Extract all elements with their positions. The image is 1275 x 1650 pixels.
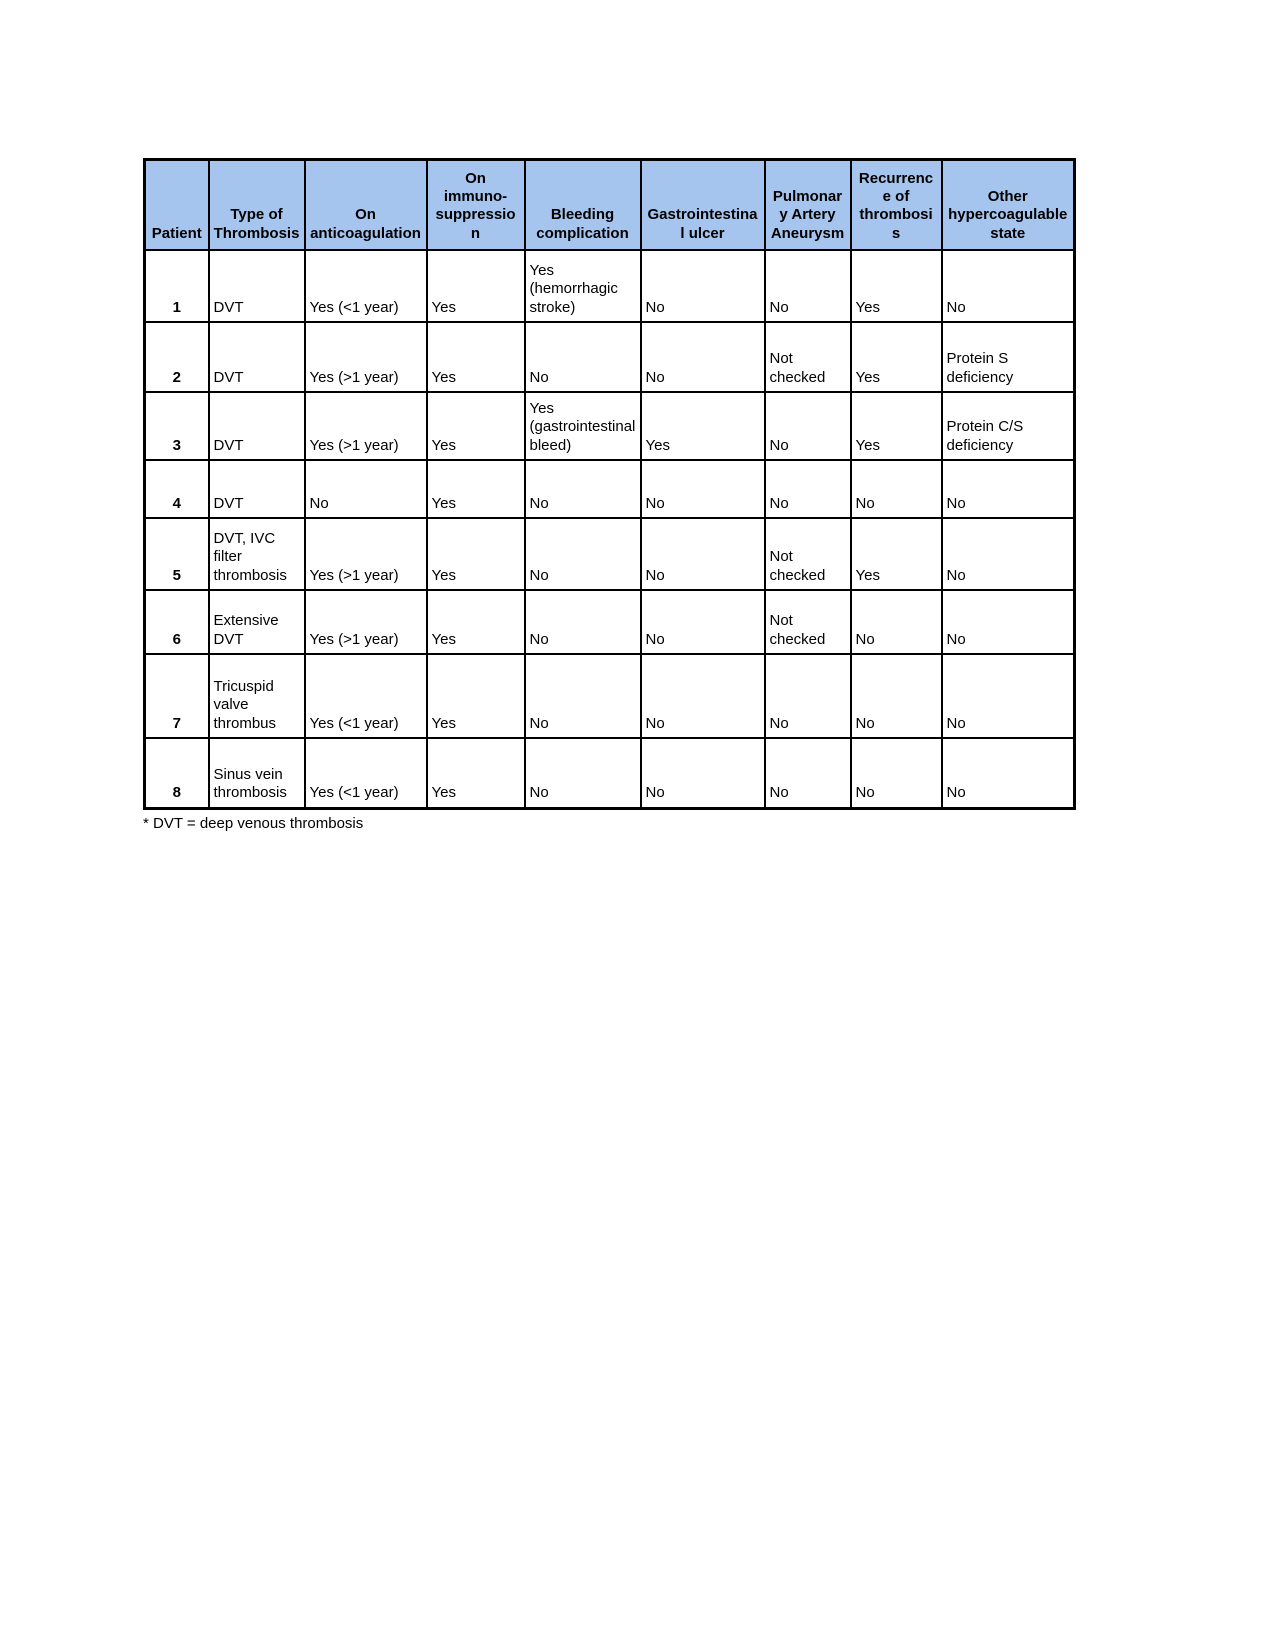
cell-patient: 7 [145, 654, 209, 738]
cell-on-anticoagulation: Yes (>1 year) [305, 518, 427, 590]
cell-bleeding-complication: No [525, 590, 641, 654]
cell-type-of-thrombosis: DVT [209, 460, 305, 518]
column-header-on-immunosuppression: On immuno-suppression [427, 160, 525, 251]
column-header-gastrointestinal-ulcer: Gastrointestinal ulcer [641, 160, 765, 251]
table-footnote: * DVT = deep venous thrombosis [143, 814, 364, 832]
cell-patient: 3 [145, 392, 209, 460]
cell-other-hypercoagulable-state: No [942, 460, 1075, 518]
cell-patient: 4 [145, 460, 209, 518]
patient-characteristics-table [143, 158, 1076, 810]
patient-table-area [143, 158, 1075, 832]
cell-type-of-thrombosis: Sinus vein thrombosis [209, 738, 305, 808]
column-header-type-of-thrombosis: Type of Thrombosis [209, 160, 305, 251]
cell-other-hypercoagulable-state: No [942, 590, 1075, 654]
cell-on-immunosuppression: Yes [427, 654, 525, 738]
cell-gastrointestinal-ulcer: Yes [641, 392, 765, 460]
table-row-patient-6 [145, 590, 1075, 654]
table-row-patient-4 [145, 460, 1075, 518]
column-header-pulmonary-artery-aneurysm: Pulmonary Artery Aneurysm [765, 160, 851, 251]
cell-bleeding-complication: No [525, 654, 641, 738]
table-row-patient-8 [145, 738, 1075, 808]
cell-bleeding-complication: No [525, 460, 641, 518]
cell-gastrointestinal-ulcer: No [641, 518, 765, 590]
column-header-patient: Patient [145, 160, 209, 251]
cell-gastrointestinal-ulcer: No [641, 590, 765, 654]
cell-bleeding-complication: Yes (gastrointestinal bleed) [525, 392, 641, 460]
cell-type-of-thrombosis: DVT [209, 392, 305, 460]
cell-on-anticoagulation: Yes (>1 year) [305, 322, 427, 392]
table-row-patient-5 [145, 518, 1075, 590]
cell-on-immunosuppression: Yes [427, 590, 525, 654]
cell-pulmonary-artery-aneurysm: Not checked [765, 518, 851, 590]
column-header-on-anticoagulation: On anticoagulation [305, 160, 427, 251]
cell-on-anticoagulation: Yes (<1 year) [305, 654, 427, 738]
cell-on-immunosuppression: Yes [427, 738, 525, 808]
cell-on-anticoagulation: Yes (<1 year) [305, 250, 427, 322]
cell-on-immunosuppression: Yes [427, 250, 525, 322]
table-row-patient-2 [145, 322, 1075, 392]
cell-other-hypercoagulable-state: No [942, 738, 1075, 808]
cell-bleeding-complication: No [525, 518, 641, 590]
cell-recurrence-of-thrombosis: No [851, 738, 942, 808]
table-row-patient-1 [145, 250, 1075, 322]
cell-type-of-thrombosis: DVT, IVC filter thrombosis [209, 518, 305, 590]
cell-patient: 8 [145, 738, 209, 808]
cell-other-hypercoagulable-state: No [942, 518, 1075, 590]
cell-pulmonary-artery-aneurysm: Not checked [765, 322, 851, 392]
cell-on-anticoagulation: Yes (>1 year) [305, 392, 427, 460]
cell-recurrence-of-thrombosis: No [851, 654, 942, 738]
cell-gastrointestinal-ulcer: No [641, 460, 765, 518]
cell-patient: 2 [145, 322, 209, 392]
cell-gastrointestinal-ulcer: No [641, 322, 765, 392]
cell-other-hypercoagulable-state: No [942, 250, 1075, 322]
cell-pulmonary-artery-aneurysm: No [765, 654, 851, 738]
cell-patient: 6 [145, 590, 209, 654]
cell-gastrointestinal-ulcer: No [641, 250, 765, 322]
cell-patient: 1 [145, 250, 209, 322]
cell-pulmonary-artery-aneurysm: No [765, 250, 851, 322]
cell-pulmonary-artery-aneurysm: No [765, 738, 851, 808]
table-row-patient-7 [145, 654, 1075, 738]
cell-on-immunosuppression: Yes [427, 392, 525, 460]
cell-pulmonary-artery-aneurysm: No [765, 460, 851, 518]
cell-type-of-thrombosis: Extensive DVT [209, 590, 305, 654]
cell-bleeding-complication: No [525, 738, 641, 808]
cell-recurrence-of-thrombosis: No [851, 590, 942, 654]
table-row-patient-3 [145, 392, 1075, 460]
cell-on-immunosuppression: Yes [427, 518, 525, 590]
table-header-row [145, 160, 1075, 251]
cell-type-of-thrombosis: Tricuspid valve thrombus [209, 654, 305, 738]
column-header-recurrence-of-thrombosis: Recurrence of thrombosis [851, 160, 942, 251]
cell-bleeding-complication: Yes (hemorrhagic stroke) [525, 250, 641, 322]
cell-type-of-thrombosis: DVT [209, 322, 305, 392]
cell-recurrence-of-thrombosis: Yes [851, 518, 942, 590]
cell-patient: 5 [145, 518, 209, 590]
cell-on-anticoagulation: Yes (>1 year) [305, 590, 427, 654]
cell-recurrence-of-thrombosis: No [851, 460, 942, 518]
cell-on-immunosuppression: Yes [427, 322, 525, 392]
cell-other-hypercoagulable-state: No [942, 654, 1075, 738]
cell-on-anticoagulation: Yes (<1 year) [305, 738, 427, 808]
cell-on-immunosuppression: Yes [427, 460, 525, 518]
cell-pulmonary-artery-aneurysm: Not checked [765, 590, 851, 654]
cell-recurrence-of-thrombosis: Yes [851, 392, 942, 460]
cell-bleeding-complication: No [525, 322, 641, 392]
cell-other-hypercoagulable-state: Protein S deficiency [942, 322, 1075, 392]
cell-recurrence-of-thrombosis: Yes [851, 322, 942, 392]
cell-other-hypercoagulable-state: Protein C/S deficiency [942, 392, 1075, 460]
column-header-other-hypercoagulable-state: Other hypercoagulable state [942, 160, 1075, 251]
cell-pulmonary-artery-aneurysm: No [765, 392, 851, 460]
cell-on-anticoagulation: No [305, 460, 427, 518]
cell-gastrointestinal-ulcer: No [641, 738, 765, 808]
cell-recurrence-of-thrombosis: Yes [851, 250, 942, 322]
cell-type-of-thrombosis: DVT [209, 250, 305, 322]
column-header-bleeding-complication: Bleeding complication [525, 160, 641, 251]
cell-gastrointestinal-ulcer: No [641, 654, 765, 738]
